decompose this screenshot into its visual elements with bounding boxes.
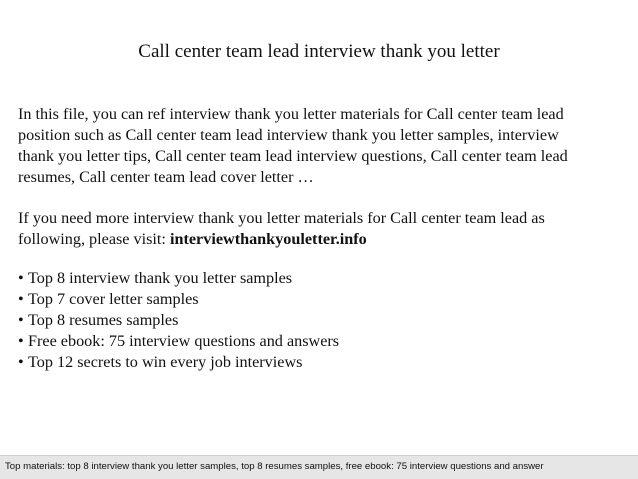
- list-item-label: Top 12 secrets to win every job interviews: [28, 353, 303, 371]
- intro-line: In this file, you can ref interview thank you letter materials for Call center team lead: [18, 105, 564, 123]
- intro-line: position such as Call center team lead interview thank you letter samples, interview: [18, 126, 559, 144]
- footer-bar: [0, 455, 638, 479]
- bullet-icon: •: [18, 269, 24, 287]
- intro-paragraph: [18, 104, 623, 188]
- visit-line: If you need more interview thank you letter materials for Call center team lead as: [18, 209, 545, 227]
- bullet-icon: •: [18, 332, 24, 350]
- list-item: [18, 310, 623, 331]
- list-item-label: Top 8 interview thank you letter samples: [28, 269, 293, 287]
- list-item: [18, 331, 623, 352]
- list-item-label: Free ebook: 75 interview questions and answers: [28, 332, 340, 350]
- bullet-icon: •: [18, 290, 24, 308]
- list-item: [18, 268, 623, 289]
- footer-text: Top materials: top 8 interview thank you letter samples, top 8 resumes samples, free ebook: 75 interview questions and answer: [5, 461, 544, 472]
- page-title: Call center team lead interview thank you letter: [138, 41, 500, 62]
- slide-body: [18, 104, 623, 373]
- bullet-icon: •: [18, 311, 24, 329]
- list-item: [18, 352, 623, 373]
- visit-paragraph: [18, 208, 623, 250]
- list-item: [18, 289, 623, 310]
- visit-line: [18, 229, 623, 250]
- intro-line: thank you letter tips, Call center team lead interview questions, Call center team lead: [18, 147, 568, 165]
- site-link[interactable]: interviewthankyouletter.info: [169, 230, 367, 248]
- bullet-list: [18, 268, 623, 373]
- bullet-icon: •: [18, 353, 24, 371]
- intro-line: resumes, Call center team lead cover letter …: [18, 168, 314, 186]
- list-item-label: Top 8 resumes samples: [28, 311, 179, 329]
- list-item-label: Top 7 cover letter samples: [28, 290, 199, 308]
- visit-prefix: following, please visit:: [18, 230, 170, 248]
